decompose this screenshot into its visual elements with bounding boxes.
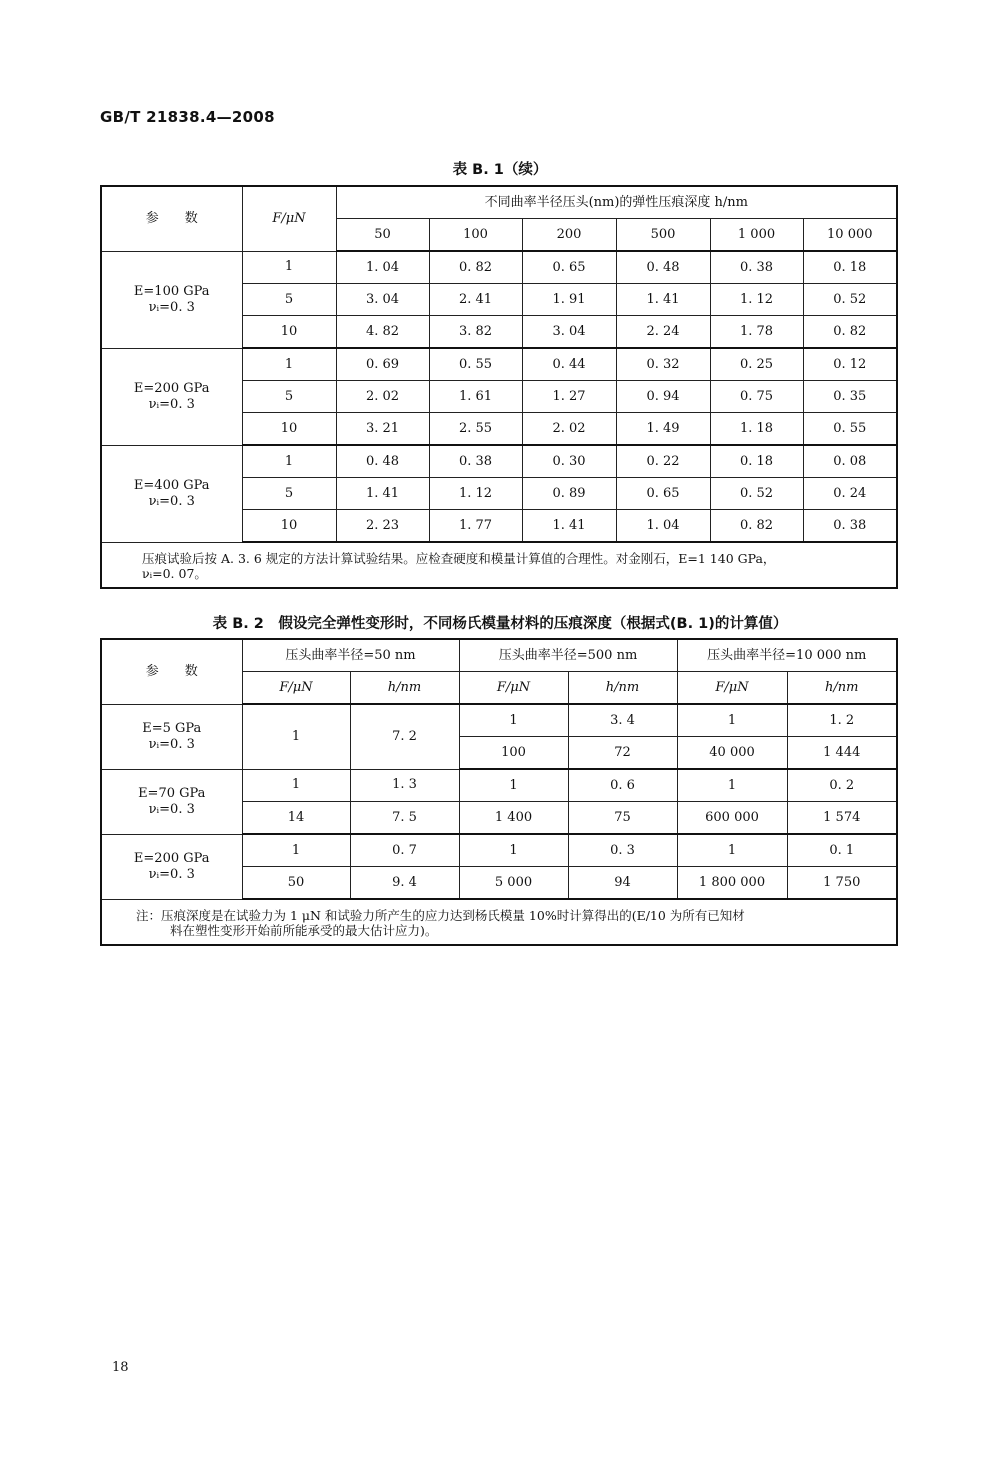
depth-cell: 75	[568, 802, 677, 835]
force-cell: 1	[459, 769, 568, 802]
depth-cell: 7. 5	[350, 802, 459, 835]
value-cell: 1. 04	[336, 251, 429, 284]
value-cell: 3. 82	[429, 316, 522, 349]
table-b2-caption: 表 B. 2 假设完全弹性变形时，不同杨氏模量材料的压痕深度（根据式(B. 1)的计算值）	[212, 616, 788, 632]
force-cell: 1	[242, 445, 336, 478]
force-cell: 5	[242, 381, 336, 413]
value-cell: 1. 91	[522, 284, 616, 316]
value-cell: 0. 44	[522, 348, 616, 381]
depth-subheader: h/nm	[568, 672, 677, 705]
radius-header: 100	[429, 219, 522, 252]
force-cell: 1 400	[459, 802, 568, 835]
force-cell: 1	[242, 769, 350, 802]
value-cell: 0. 48	[336, 445, 429, 478]
value-cell: 0. 82	[803, 316, 897, 349]
depth-subheader: h/nm	[787, 672, 897, 705]
force-cell: 1	[677, 704, 787, 737]
value-cell: 0. 52	[710, 478, 803, 510]
depth-cell: 0. 3	[568, 834, 677, 867]
value-cell: 3. 04	[522, 316, 616, 349]
value-cell: 1. 27	[522, 381, 616, 413]
depth-group-header: 不同曲率半径压头(nm)的弹性压痕深度 h/nm	[336, 186, 897, 219]
value-cell: 2. 41	[429, 284, 522, 316]
value-cell: 3. 04	[336, 284, 429, 316]
force-cell: 100	[459, 737, 568, 770]
depth-cell: 7. 2	[350, 704, 459, 769]
force-cell: 10	[242, 510, 336, 543]
value-cell: 1. 49	[616, 413, 710, 446]
depth-cell: 0. 1	[787, 834, 897, 867]
force-subheader: F/μN	[459, 672, 568, 705]
depth-cell: 1 750	[787, 867, 897, 900]
value-cell: 1. 41	[522, 510, 616, 543]
table-b1-caption: 表 B. 1（续）	[452, 162, 548, 178]
depth-cell: 0. 2	[787, 769, 897, 802]
table-note-row	[101, 542, 897, 588]
table-b2-note: 注：压痕深度是在试验力为 1 μN 和试验力所产生的应力达到杨氏模量 10%时计算得出的(E/10 为所有已知材 料在塑性变形开始前所能承受的最大估计应力)。	[101, 899, 897, 945]
value-cell: 0. 82	[429, 251, 522, 284]
value-cell: 1. 77	[429, 510, 522, 543]
value-cell: 0. 94	[616, 381, 710, 413]
depth-cell: 94	[568, 867, 677, 900]
depth-cell: 9. 4	[350, 867, 459, 900]
value-cell: 2. 24	[616, 316, 710, 349]
radius-group-header: 压头曲率半径=500 nm	[459, 639, 677, 672]
table-row	[101, 348, 897, 381]
force-cell: 1 800 000	[677, 867, 787, 900]
table-b1	[100, 185, 898, 589]
standard-code: GB/T 21838.4—2008	[100, 108, 275, 126]
value-cell: 0. 08	[803, 445, 897, 478]
depth-cell: 1. 2	[787, 704, 897, 737]
depth-subheader: h/nm	[350, 672, 459, 705]
table-row	[101, 445, 897, 478]
force-cell: 14	[242, 802, 350, 835]
value-cell: 1. 12	[710, 284, 803, 316]
param-header: 参 数	[101, 186, 242, 251]
value-cell: 1. 12	[429, 478, 522, 510]
value-cell: 1. 78	[710, 316, 803, 349]
force-subheader: F/μN	[242, 672, 350, 705]
force-cell: 10	[242, 316, 336, 349]
value-cell: 0. 75	[710, 381, 803, 413]
force-cell: 1	[459, 834, 568, 867]
value-cell: 0. 22	[616, 445, 710, 478]
table-row	[101, 769, 897, 802]
table-note-row	[101, 899, 897, 945]
value-cell: 1. 61	[429, 381, 522, 413]
value-cell: 1. 18	[710, 413, 803, 446]
value-cell: 3. 21	[336, 413, 429, 446]
radius-header: 50	[336, 219, 429, 252]
depth-cell: 1 574	[787, 802, 897, 835]
value-cell: 0. 65	[616, 478, 710, 510]
table-header-row	[101, 186, 897, 219]
value-cell: 1. 04	[616, 510, 710, 543]
force-cell: 5	[242, 284, 336, 316]
force-cell: 40 000	[677, 737, 787, 770]
depth-cell: 72	[568, 737, 677, 770]
value-cell: 0. 12	[803, 348, 897, 381]
force-cell: 1	[242, 251, 336, 284]
radius-header: 500	[616, 219, 710, 252]
force-cell: 1	[242, 348, 336, 381]
value-cell: 0. 89	[522, 478, 616, 510]
force-cell: 5	[242, 478, 336, 510]
force-cell: 10	[242, 413, 336, 446]
depth-cell: 3. 4	[568, 704, 677, 737]
value-cell: 0. 38	[803, 510, 897, 543]
value-cell: 0. 18	[710, 445, 803, 478]
force-cell: 5 000	[459, 867, 568, 900]
value-cell: 0. 55	[429, 348, 522, 381]
radius-header: 10 000	[803, 219, 897, 252]
radius-header: 200	[522, 219, 616, 252]
page-number: 18	[112, 1360, 129, 1375]
value-cell: 0. 30	[522, 445, 616, 478]
value-cell: 0. 35	[803, 381, 897, 413]
radius-header: 1 000	[710, 219, 803, 252]
value-cell: 0. 52	[803, 284, 897, 316]
material-param: E=400 GPa νᵢ=0. 3	[101, 445, 242, 542]
force-cell: 1	[677, 834, 787, 867]
value-cell: 0. 65	[522, 251, 616, 284]
radius-group-header: 压头曲率半径=10 000 nm	[677, 639, 897, 672]
force-cell: 50	[242, 867, 350, 900]
value-cell: 0. 25	[710, 348, 803, 381]
table-row	[101, 834, 897, 867]
value-cell: 2. 02	[336, 381, 429, 413]
force-cell: 600 000	[677, 802, 787, 835]
radius-group-header: 压头曲率半径=50 nm	[242, 639, 459, 672]
value-cell: 0. 82	[710, 510, 803, 543]
force-cell: 1	[459, 704, 568, 737]
value-cell: 0. 38	[429, 445, 522, 478]
material-param: E=200 GPa νᵢ=0. 3	[101, 834, 242, 899]
material-param: E=70 GPa νᵢ=0. 3	[101, 769, 242, 834]
param-header: 参 数	[101, 639, 242, 704]
table-row	[101, 704, 897, 737]
depth-cell: 0. 7	[350, 834, 459, 867]
depth-cell: 0. 6	[568, 769, 677, 802]
table-b2	[100, 638, 898, 946]
table-header-row	[101, 639, 897, 672]
value-cell: 0. 69	[336, 348, 429, 381]
material-param: E=200 GPa νᵢ=0. 3	[101, 348, 242, 445]
table-row	[101, 251, 897, 284]
value-cell: 1. 41	[336, 478, 429, 510]
value-cell: 1. 41	[616, 284, 710, 316]
value-cell: 0. 38	[710, 251, 803, 284]
force-cell: 1	[242, 834, 350, 867]
value-cell: 0. 48	[616, 251, 710, 284]
value-cell: 0. 55	[803, 413, 897, 446]
table-b1-note: 压痕试验后按 A. 3. 6 规定的方法计算试验结果。应检查硬度和模量计算值的合理性。对金刚石，E=1 140 GPa， νᵢ=0. 07。	[101, 542, 897, 588]
depth-cell: 1. 3	[350, 769, 459, 802]
value-cell: 0. 32	[616, 348, 710, 381]
value-cell: 2. 55	[429, 413, 522, 446]
value-cell: 4. 82	[336, 316, 429, 349]
material-param: E=5 GPa νᵢ=0. 3	[101, 704, 242, 769]
value-cell: 0. 18	[803, 251, 897, 284]
value-cell: 2. 23	[336, 510, 429, 543]
force-header: F/μN	[242, 186, 336, 251]
value-cell: 0. 24	[803, 478, 897, 510]
depth-cell: 1 444	[787, 737, 897, 770]
value-cell: 2. 02	[522, 413, 616, 446]
force-cell: 1	[677, 769, 787, 802]
force-cell: 1	[242, 704, 350, 769]
force-subheader: F/μN	[677, 672, 787, 705]
material-param: E=100 GPa νᵢ=0. 3	[101, 251, 242, 348]
